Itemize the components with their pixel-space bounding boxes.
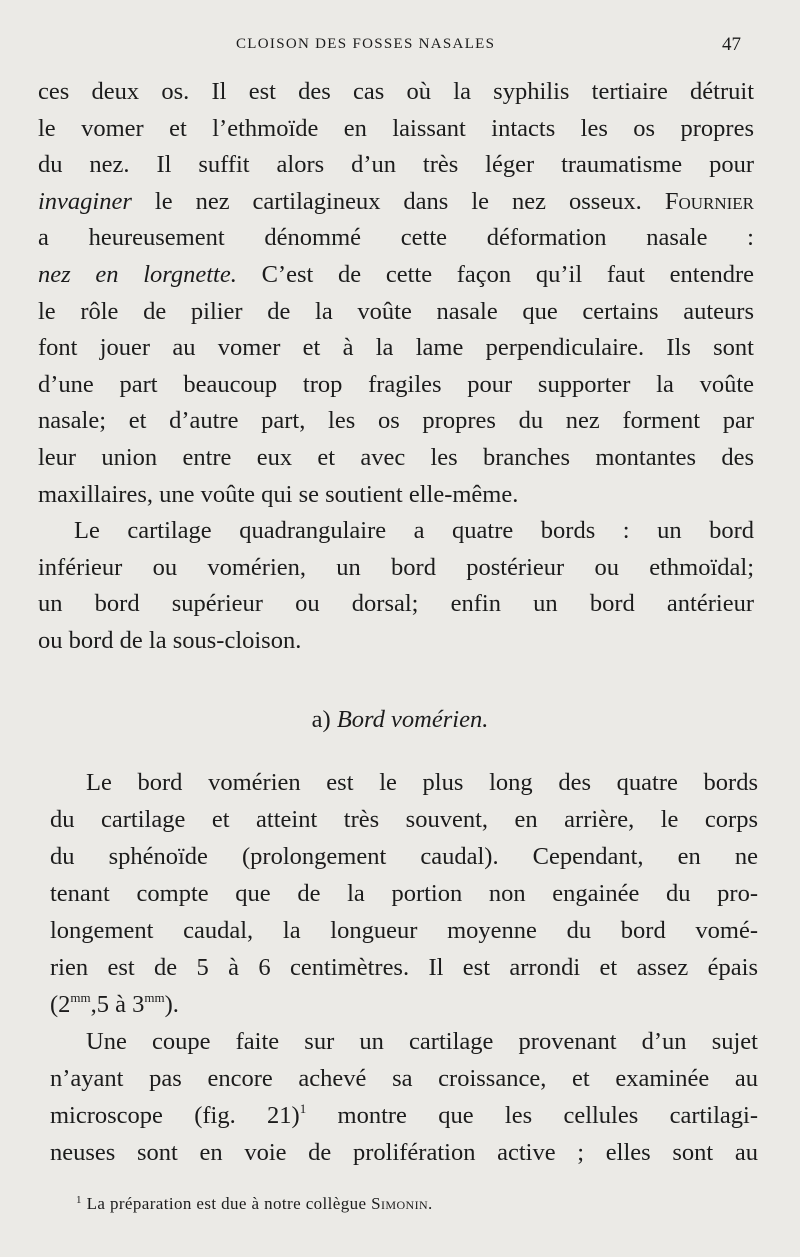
text-line: le rôle de pilier de la voûte nasale que certains auteurs	[38, 297, 754, 325]
footnote-marker: 1	[76, 1194, 82, 1206]
superscript: mm	[144, 990, 165, 1005]
section-heading	[0, 706, 800, 734]
text-line: Le bord vomérien est le plus long des quatre bords	[86, 769, 758, 796]
text-line: longement caudal, la longueur moyenne du bord vomé-	[50, 917, 758, 944]
text-line: Une coupe faite sur un cartilage provenant d’un sujet	[86, 1028, 758, 1055]
running-title: CLOISON DES FOSSES NASALES	[236, 36, 496, 52]
text-segment: a heureusement dénommé cette déformation nasale :	[38, 224, 754, 252]
text-line	[38, 220, 754, 257]
superscript: mm	[70, 990, 91, 1005]
text-line: ou bord de la sous-cloison.	[38, 626, 302, 654]
text-line: d’une part beaucoup trop fragiles pour supporter la voûte	[38, 370, 754, 398]
author-name: Fournier	[664, 187, 754, 215]
text-segment: C’est de cette façon qu’il faut entendre	[236, 260, 755, 288]
body-text-top	[38, 74, 754, 660]
text-line: neuses sont en voie de prolifération active ; elles sont au	[50, 1139, 758, 1166]
text-line: maxillaires, une voûte qui se soutient elle-même.	[38, 480, 519, 508]
text-line: tenant compte que de la portion non engainée du pro-	[50, 880, 758, 907]
text-line: nasale; et d’autre part, les os propres du nez forment par	[38, 407, 754, 435]
text-line: rien est de 5 à 6 centimètres. Il est arrondi et assez épais	[50, 954, 758, 981]
text-line	[38, 184, 754, 221]
text-line	[50, 1097, 758, 1134]
text-segment: le nez cartilagineux dans le nez osseux.	[131, 187, 642, 215]
body-text-bottom	[50, 764, 758, 1171]
text-line: font jouer au vomer et à la lame perpendiculaire. Ils sont	[38, 334, 754, 362]
text-line: un bord supérieur ou dorsal; enfin un bord antérieur	[38, 590, 754, 618]
italic-term: nez en lorgnette.	[38, 260, 237, 288]
text-line: du sphénoïde (prolongement caudal). Cependant, en ne	[50, 843, 758, 870]
running-header	[0, 36, 800, 58]
text-segment: (2	[50, 991, 71, 1018]
text-line: le vomer et l’ethmoïde en laissant intacts les os propres	[38, 114, 754, 142]
text-line: du cartilage et atteint très souvent, en arrière, le corps	[50, 806, 758, 833]
text-line: n’ayant pas encore achevé sa croissance, et examinée au	[50, 1065, 758, 1092]
text-segment: microscope (fig. 21)	[50, 1102, 300, 1129]
footnote-author: Simonin.	[371, 1194, 433, 1213]
section-prefix: a)	[311, 706, 331, 733]
footnote-text: La préparation est due à notre collègue	[86, 1194, 367, 1213]
footnote	[76, 1194, 433, 1214]
text-line: Le cartilage quadrangulaire a quatre bords : un bord	[74, 517, 754, 545]
text-line: du nez. Il suffit alors d’un très léger traumatisme pour	[38, 151, 754, 179]
italic-term: invaginer	[38, 187, 132, 215]
text-segment: ,5 à 3	[90, 991, 145, 1018]
text-line: inférieur ou vomérien, un bord postérieur ou ethmoïdal;	[38, 553, 754, 581]
text-line: ces deux os. Il est des cas où la syphilis tertiaire détruit	[38, 78, 754, 105]
text-line	[50, 986, 758, 1023]
text-segment: ).	[164, 991, 179, 1018]
section-title: Bord vomérien.	[336, 706, 489, 733]
text-line	[38, 257, 754, 294]
footnote-reference: 1	[299, 1101, 307, 1116]
text-line: leur union entre eux et avec les branches montantes des	[38, 443, 754, 471]
text-segment: montre que les cellules cartilagi-	[306, 1102, 759, 1129]
page-number: 47	[722, 34, 741, 55]
